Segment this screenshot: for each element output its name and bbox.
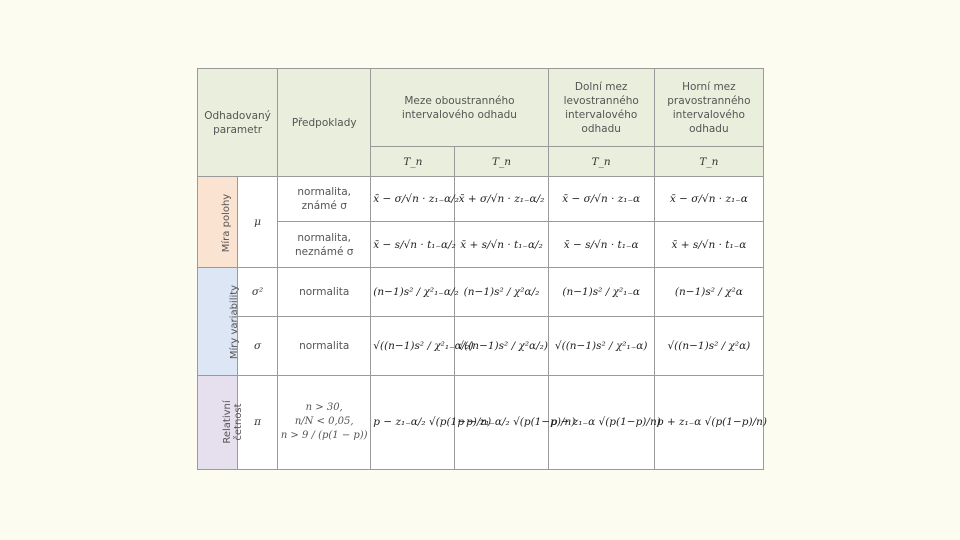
assumption-cell: n > 30, n/N < 0,05, n > 9 / (p(1 − p)) (278, 375, 371, 469)
formula-cell: p − z₁₋α/₂ √(p(1−p)/n) (371, 375, 455, 469)
group-label-polohy: Míra polohy (198, 177, 238, 268)
assumption-cell: normalita (278, 316, 371, 375)
header-upper-bound: Horní mez pravostranného intervalového odhadu (654, 69, 763, 147)
formula-cell: √((n−1)s² / χ²₁₋α) (548, 316, 654, 375)
assumption-cell: normalita, známé σ (278, 177, 371, 222)
param-symbol: π (238, 375, 278, 469)
tn-label: T_n (548, 147, 654, 177)
formula-cell: (n−1)s² / χ²α/₂ (455, 268, 548, 316)
confidence-interval-table (197, 68, 767, 470)
formula-cell: x̄ + s/√n · t₁₋α (654, 222, 763, 268)
formula-cell: √((n−1)s² / χ²α/₂) (455, 316, 548, 375)
formula-cell: (n−1)s² / χ²₁₋α/₂ (371, 268, 455, 316)
param-symbol: σ (238, 316, 278, 375)
param-symbol: σ² (238, 268, 278, 316)
formula-cell: x̄ − s/√n · t₁₋α/₂ (371, 222, 455, 268)
header-parameter: Odhadovaný parametr (198, 69, 278, 177)
group-label-relativni: Relativní četnost (198, 375, 238, 469)
assumption-cell: normalita, neznámé σ (278, 222, 371, 268)
header-lower-bound: Dolní mez levostranného intervalového odhadu (548, 69, 654, 147)
formula-cell: √((n−1)s² / χ²₁₋α/₂) (371, 316, 455, 375)
tn-label: T_n (371, 147, 455, 177)
header-assumptions: Předpoklady (278, 69, 371, 177)
formula-cell: p − z₁₋α √(p(1−p)/n) (548, 375, 654, 469)
formula-cell: p + z₁₋α √(p(1−p)/n) (654, 375, 763, 469)
formula-cell: (n−1)s² / χ²₁₋α (548, 268, 654, 316)
tn-label: T_n (654, 147, 763, 177)
formula-cell: x̄ + σ/√n · z₁₋α/₂ (455, 177, 548, 222)
formula-cell: √((n−1)s² / χ²α) (654, 316, 763, 375)
formula-cell: (n−1)s² / χ²α (654, 268, 763, 316)
formula-cell: x̄ + s/√n · t₁₋α/₂ (455, 222, 548, 268)
formula-cell: x̄ − σ/√n · z₁₋α (654, 177, 763, 222)
formula-cell: x̄ − s/√n · t₁₋α (548, 222, 654, 268)
assumption-cell: normalita (278, 268, 371, 316)
formula-cell: p − z₁₋α/₂ √(p(1−p)/n) (455, 375, 548, 469)
tn-label: T_n (455, 147, 548, 177)
formula-cell: x̄ − σ/√n · z₁₋α/₂ (371, 177, 455, 222)
group-label-variability: Míry variability (198, 268, 238, 375)
formula-cell: x̄ − σ/√n · z₁₋α (548, 177, 654, 222)
header-two-sided: Meze oboustranného intervalového odhadu (371, 69, 548, 147)
param-symbol: μ (238, 177, 278, 268)
